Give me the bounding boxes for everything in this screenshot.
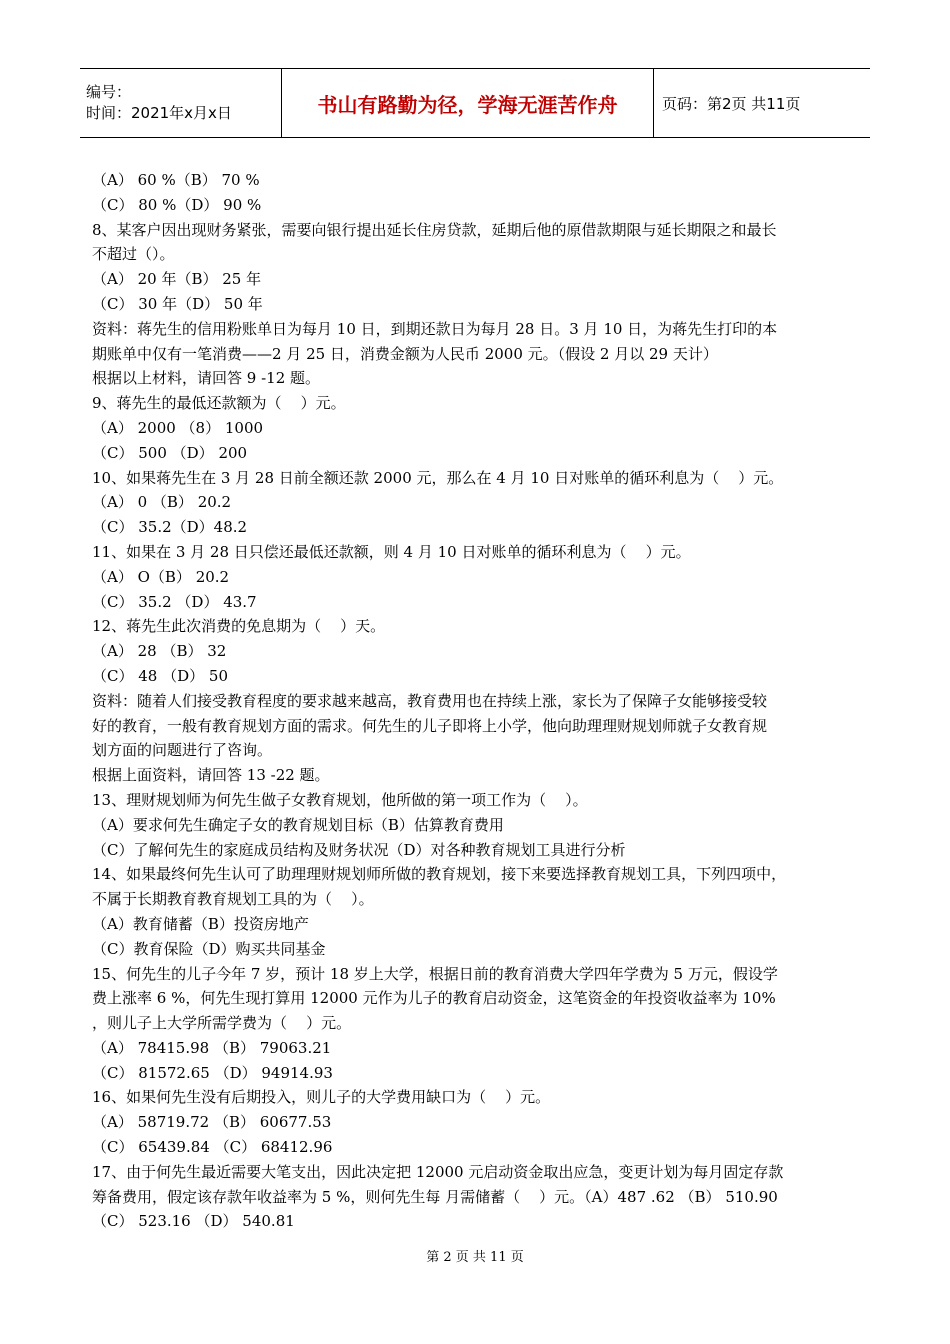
text-line: 划方面的问题进行了咨询。: [92, 741, 273, 760]
text-line: （A） 2000 （8） 1000: [92, 418, 264, 437]
text-line: 期账单中仅有一笔消费——2 月 25 日，消费金额为人民币 2000 元。（假设 2 月以 29 天计）: [92, 344, 718, 363]
text-line: （C） 35.2 （D） 43.7: [92, 592, 257, 611]
doc-number-label: 编号：: [86, 83, 132, 101]
text-line: （A） 58719.72 （B） 60677.53: [92, 1113, 332, 1132]
text-line: （A）要求何先生确定子女的教育规划目标（B）估算教育费用: [92, 815, 504, 834]
text-line: 9、蒋先生的最低还款额为（ ）元。: [92, 394, 346, 413]
header-motto: [282, 69, 654, 137]
text-line: 不属于长期教育教育规划工具的为（ ）。: [92, 890, 374, 909]
text-line: 筹备费用，假定该存款年收益率为 5 %，则何先生每 月需储蓄（ ）元。（A）487 .62 （B） 510.90: [92, 1187, 778, 1206]
text-line: （C） 48 （D） 50: [92, 666, 228, 685]
text-line: 费上涨率 6 %，何先生现打算用 12000 元作为儿子的教育启动资金，这笔资金的年投资收益率为 10%: [92, 989, 776, 1008]
text-line: （A） 60 %（B） 70 %: [92, 171, 260, 189]
text-line: （C）教育保险（D）购买共同基金: [92, 939, 326, 958]
text-line: 13、理财规划师为何先生做子女教育规划，他所做的第一项工作为（ ）。: [92, 790, 588, 809]
text-line: （C） 523.16 （D） 540.81: [92, 1212, 295, 1231]
text-line: 15、何先生的儿子今年 7 岁，预计 18 岁上大学，根据日前的教育消费大学四年学费为 5 万元，假设学: [92, 964, 778, 983]
header-meta: [80, 69, 282, 137]
text-line: （C）了解何先生的家庭成员结构及财务状况（D）对各种教育规划工具进行分析: [92, 840, 626, 859]
header-page-info: [654, 69, 870, 137]
text-line: ，则儿子上大学所需学费为（ ）元。: [92, 1014, 352, 1033]
text-line: 资料：蒋先生的信用粉账单日为每月 10 日，到期还款日为每月 28 日。3 月 10 日，为蒋先生打印的本: [92, 319, 778, 338]
text-line: 根据上面资料，请回答 13 -22 题。: [92, 766, 330, 785]
text-line: 12、蒋先生此次消费的免息期为（ ）天。: [92, 617, 386, 636]
text-line: （C） 500 （D） 200: [92, 443, 248, 462]
text-line: 14、如果最终何先生认可了助理理财规划师所做的教育规划，接下来要选择教育规划工具，下列四项中，: [92, 865, 787, 884]
text-line: （A） 0 （B） 20.2: [92, 493, 232, 512]
text-line: 10、如果蒋先生在 3 月 28 日前全额还款 2000 元，那么在 4 月 10 日对账单的循环利息为（ ）元。: [92, 468, 784, 487]
text-line: 8、某客户因出现财务紧张，需要向银行提出延长住房贷款，延期后他的原借款期限与延长期限之和最长: [92, 220, 777, 239]
page-header: [80, 68, 870, 138]
text-line: 好的教育，一般有教育规划方面的需求。何先生的儿子即将上小学，他向助理理财规划师就子女教育规: [92, 716, 768, 735]
text-line: （C） 81572.65 （D） 94914.93: [92, 1063, 333, 1082]
text-line: （A） 28 （B） 32: [92, 642, 227, 661]
text-line: （A） 20 年（B） 25 年: [92, 270, 262, 289]
text-line: （C） 30 年（D） 50 年: [92, 294, 263, 313]
text-line: （C） 80 %（D） 90 %: [92, 195, 262, 214]
text-line: （A）教育储蓄（B）投资房地产: [92, 914, 309, 933]
doc-date-label: 时间：2021年x月x日: [86, 104, 232, 122]
question-body: [92, 168, 872, 1234]
motto-text: 书山有路勤为径，学海无涯苦作舟: [317, 92, 618, 117]
text-line: （C） 65439.84 （C） 68412.96: [92, 1138, 333, 1157]
text-line: （A） 78415.98 （B） 79063.21: [92, 1038, 332, 1057]
text-line: 不超过（）。: [92, 245, 175, 264]
text-line: 资料：随着人们接受教育程度的要求越来越高，教育费用也在持续上涨，家长为了保障子女能够接受较: [92, 691, 768, 710]
text-line: 16、如果何先生没有后期投入，则儿子的大学费用缺口为（ ）元。: [92, 1088, 551, 1107]
text-line: （A） O（B） 20.2: [92, 567, 230, 586]
text-line: （C） 35.2（D）48.2: [92, 518, 248, 537]
text-line: 17、由于何先生最近需要大笔支出，因此决定把 12000 元启动资金取出应急，变更计划为每月固定存款: [92, 1162, 784, 1181]
text-line: 11、如果在 3 月 28 日只偿还最低还款额，则 4 月 10 日对账单的循环利息为（ ）元。: [92, 542, 691, 561]
page-footer: 第 2 页 共 11 页: [426, 1250, 524, 1265]
text-line: 根据以上材料，请回答 9 -12 题。: [92, 369, 321, 388]
page-number-label: 页码：第2页 共11页: [662, 94, 801, 113]
